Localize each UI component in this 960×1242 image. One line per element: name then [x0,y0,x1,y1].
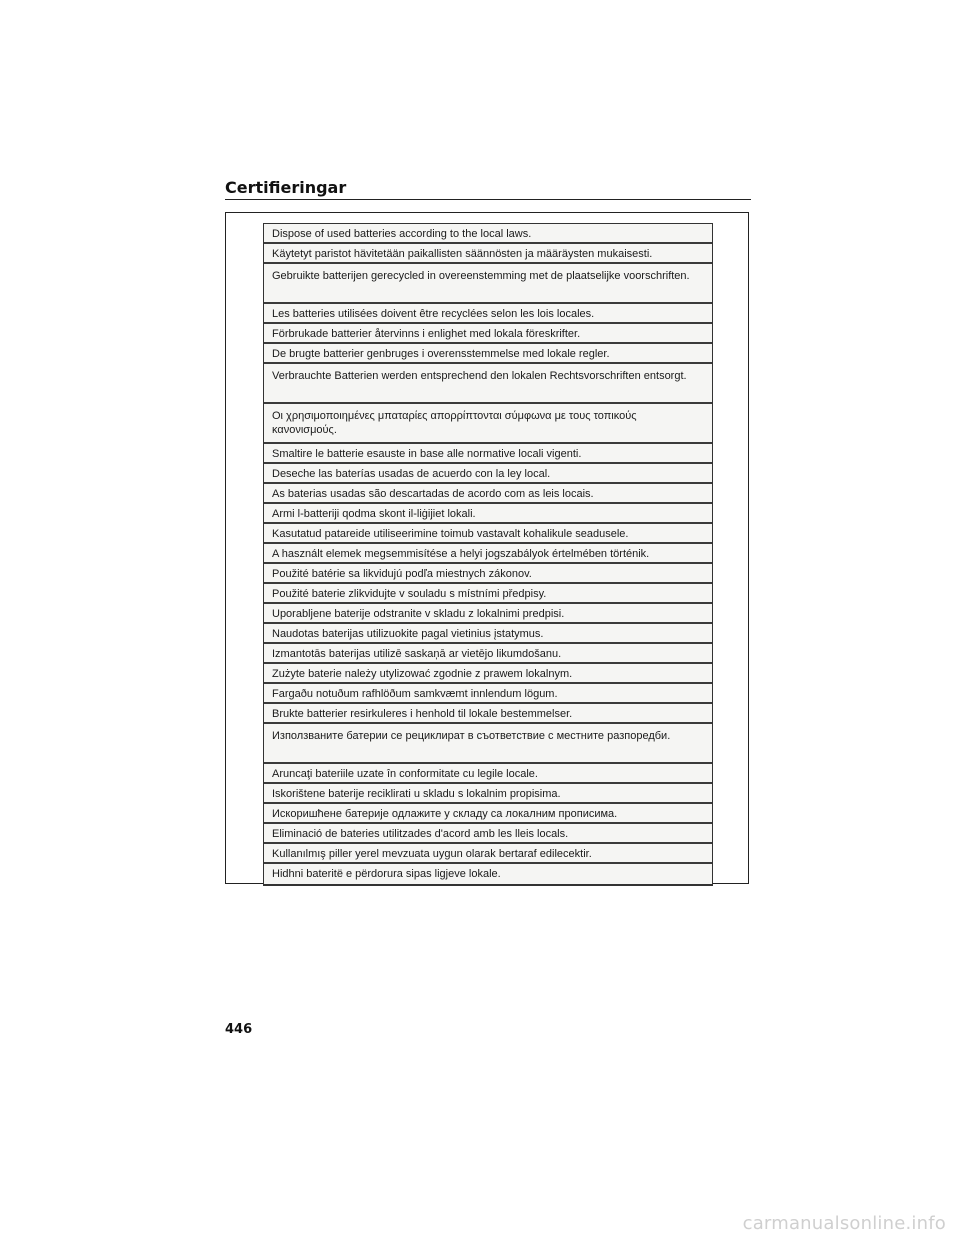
table-row: Les batteries utilisées doivent être recyclées selon les lois locales. [264,304,712,324]
table-row: Förbrukade batterier återvinns i enlighet med lokala föreskrifter. [264,324,712,344]
table-row: Smaltire le batterie esauste in base alle normative locali vigenti. [264,444,712,464]
table-row: Iskorištene baterije reciklirati u skladu s lokalnim propisima. [264,784,712,804]
table-row: Käytetyt paristot hävitetään paikallisten säännösten ja määräysten mukaisesti. [264,244,712,264]
table-row: Dispose of used batteries according to the local laws. [264,224,712,244]
table-row: Armi l-batteriji qodma skont il-liġijiet lokali. [264,504,712,524]
table-row: Aruncaţi bateriile uzate în conformitate cu legile locale. [264,764,712,784]
table-row: Použité baterie zlikvidujte v souladu s místními předpisy. [264,584,712,604]
table-row: Gebruikte batterijen gerecycled in overeenstemming met de plaatselijke voorschriften. [264,264,712,304]
table-row: Izmantotās baterijas utilizē saskaņā ar vietējo likumdošanu. [264,644,712,664]
table-row: Zużyte baterie należy utylizować zgodnie z prawem lokalnym. [264,664,712,684]
section-title: Certifieringar [225,178,347,197]
table-row: Kullanılmış piller yerel mevzuata uygun olarak bertaraf edilecektir. [264,844,712,864]
table-row: Deseche las baterías usadas de acuerdo con la ley local. [264,464,712,484]
table-row: Искоришћене батерије одлажите у складу са локалним прописима. [264,804,712,824]
table-row: Kasutatud patareide utiliseerimine toimub vastavalt kohalikule seadusele. [264,524,712,544]
table-row: De brugte batterier genbruges i overensstemmelse med lokale regler. [264,344,712,364]
table-row: Naudotas baterijas utilizuokite pagal vietinius įstatymus. [264,624,712,644]
table-row: Οι χρησιμοποιημένες μπαταρίες απορρίπτονται σύμφωνα με τους τοπικούς κανονισμούς. [264,404,712,444]
title-divider [225,199,751,200]
table-row: Verbrauchte Batterien werden entsprechend den lokalen Rechtsvorschriften entsorgt. [264,364,712,404]
table-row: As baterias usadas são descartadas de acordo com as leis locais. [264,484,712,504]
watermark: carmanualsonline.info [742,1213,946,1234]
battery-disposal-table [263,223,713,886]
table-row: Uporabljene baterije odstranite v skladu z lokalnimi predpisi. [264,604,712,624]
table-row: Eliminació de bateries utilitzades d'acord amb les lleis locals. [264,824,712,844]
table-row: A használt elemek megsemmisítése a helyi jogszabályok értelmében történik. [264,544,712,564]
table-row: Fargaðu notuðum rafhlöðum samkvæmt innlendum lögum. [264,684,712,704]
table-row: Brukte batterier resirkuleres i henhold til lokale bestemmelser. [264,704,712,724]
page-number: 446 [225,1022,253,1037]
table-row: Използваните батерии се рециклират в съответствие с местните разпоредби. [264,724,712,764]
table-row: Použité batérie sa likvidujú podľa miestnych zákonov. [264,564,712,584]
table-row: Hidhni bateritë e përdorura sipas ligjeve lokale. [272,868,501,880]
